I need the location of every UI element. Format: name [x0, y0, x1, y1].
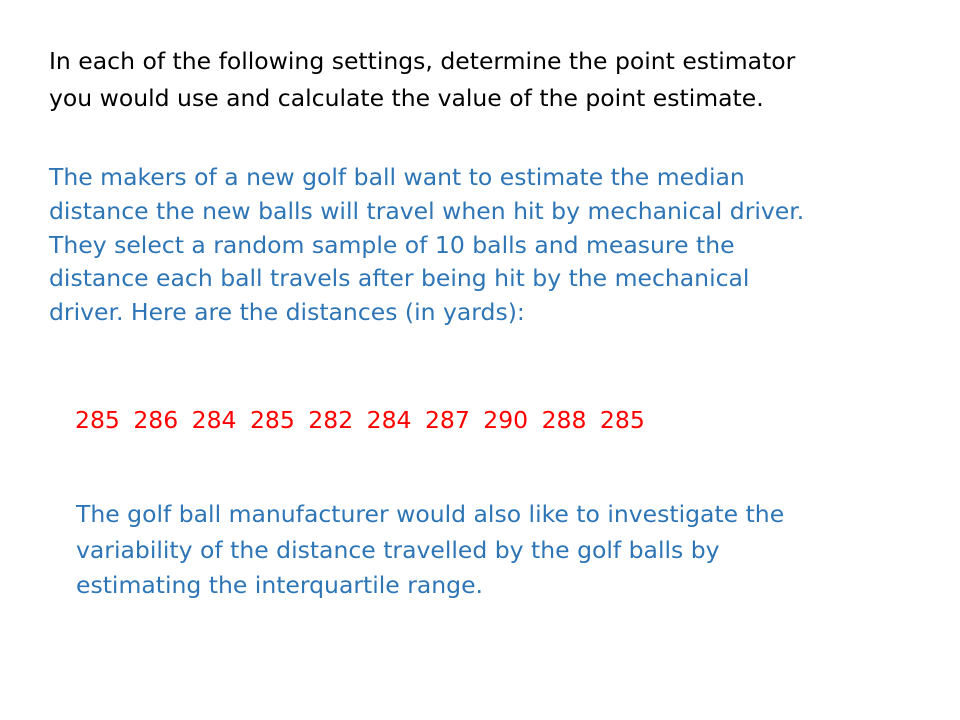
scenario-line: driver. Here are the distances (in yards): — [49, 298, 525, 327]
instructions-line: In each of the following settings, determine the point estimator — [49, 47, 796, 75]
instructions-line: you would use and calculate the value of the point estimate. — [49, 84, 764, 112]
scenario-paragraph — [49, 161, 804, 330]
scenario-line: The makers of a new golf ball want to estimate the median — [49, 163, 745, 191]
followup-paragraph — [76, 497, 784, 604]
distance-data-values: 285 286 284 285 282 284 287 290 288 285 — [75, 406, 645, 434]
followup-line: variability of the distance travelled by the golf balls by — [76, 535, 720, 564]
scenario-line: They select a random sample of 10 balls and measure the — [49, 230, 735, 259]
scenario-line: distance the new balls will travel when hit by mechanical driver. — [49, 196, 805, 225]
followup-line: The golf ball manufacturer would also like to investigate the — [76, 500, 785, 528]
instructions-paragraph — [49, 43, 795, 117]
scenario-line: distance each ball travels after being hit by the mechanical — [49, 264, 750, 293]
followup-line: estimating the interquartile range. — [76, 571, 484, 599]
